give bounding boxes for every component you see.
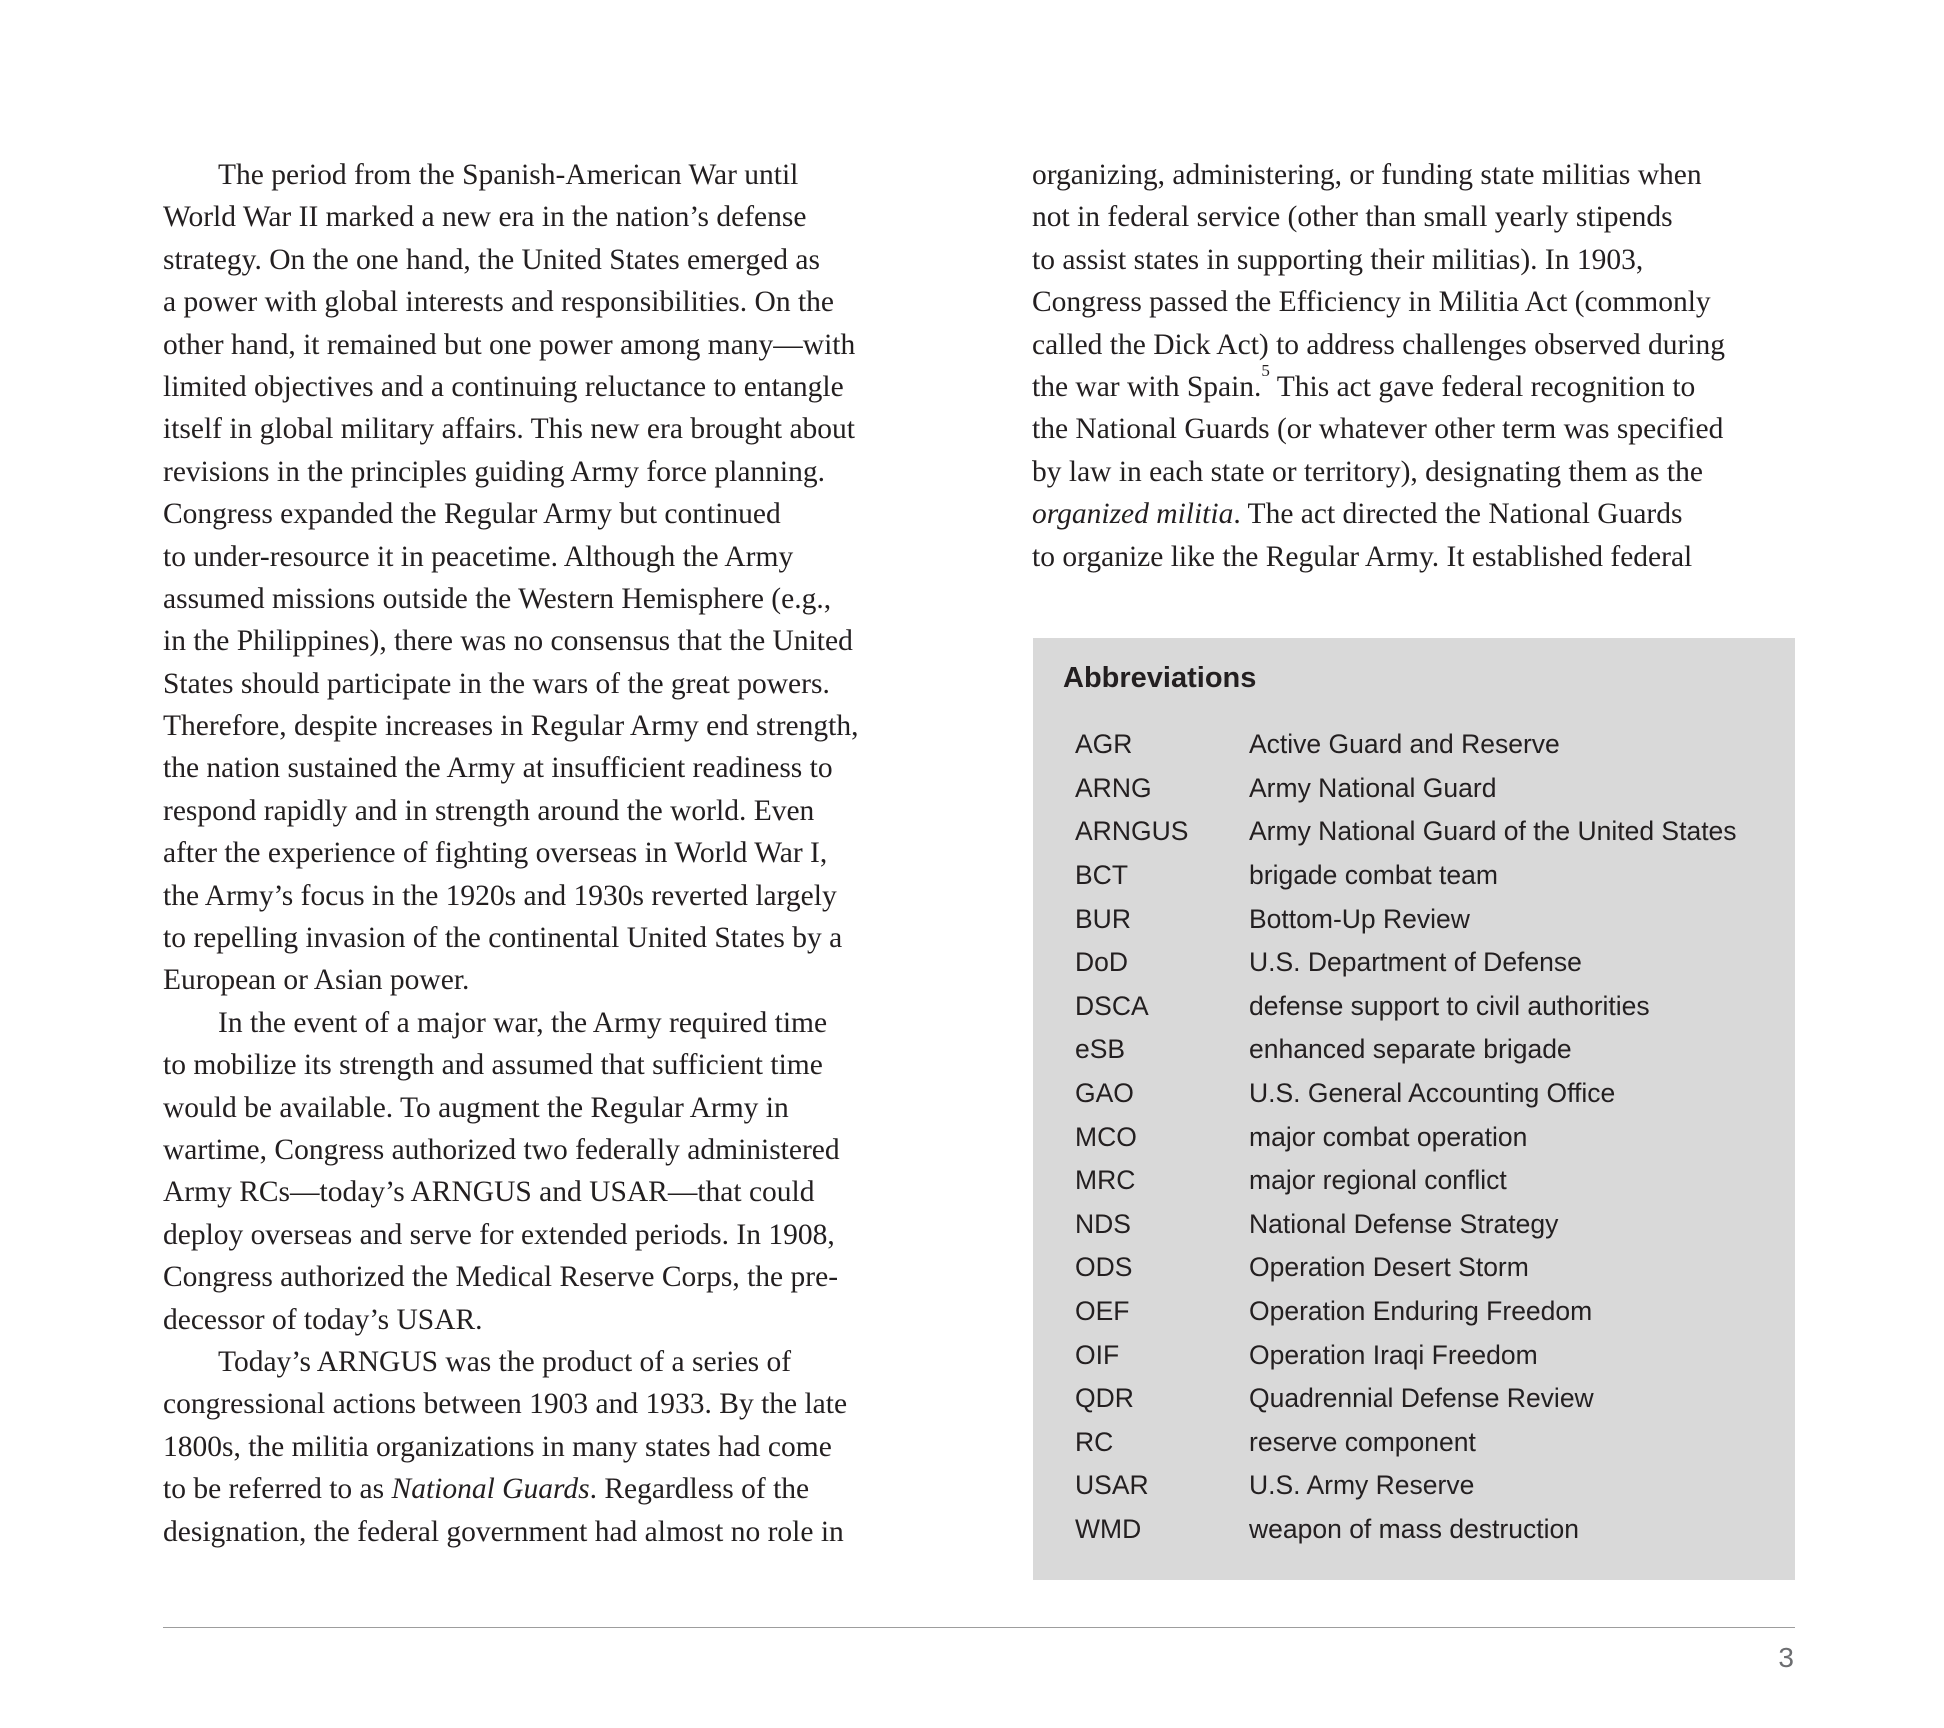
body-text-line: wartime, Congress authorized two federally administered: [163, 1133, 840, 1166]
body-text-line: In the event of a major war, the Army required time: [218, 1006, 828, 1039]
body-text-line: itself in global military affairs. This new era brought about: [163, 413, 855, 446]
body-text-line: organizing, administering, or funding state militias when: [1032, 159, 1702, 191]
abbreviation-row: [1075, 1508, 1737, 1552]
abbreviation-definition: U.S. Department of Defense: [1249, 947, 1582, 978]
abbreviation-row: [1075, 1333, 1737, 1377]
abbreviations-box: [1033, 638, 1795, 1580]
abbreviation-row: [1075, 1115, 1737, 1159]
body-text-line: revisions in the principles guiding Army force planning.: [163, 455, 825, 488]
abbreviation-row: [1075, 1246, 1737, 1290]
abbreviation-row: [1075, 767, 1737, 811]
abbreviation-definition: Operation Enduring Freedom: [1249, 1296, 1593, 1327]
abbreviation-definition: reserve component: [1249, 1426, 1476, 1457]
body-text-line: the National Guards (or whatever other term was specified: [1032, 413, 1724, 446]
abbreviation-definition: Army National Guard of the United States: [1249, 816, 1737, 847]
abbreviation-code: RC: [1075, 1426, 1114, 1457]
left-column: [163, 154, 923, 1553]
abbreviation-row: [1075, 1464, 1737, 1508]
page-number: 3: [1778, 1642, 1794, 1673]
abbreviation-definition: weapon of mass destruction: [1249, 1513, 1579, 1544]
abbreviation-code: BCT: [1075, 860, 1128, 891]
body-text-line: deploy overseas and serve for extended periods. In 1908,: [163, 1218, 835, 1251]
text-run: . The act directed the National Guards: [1233, 498, 1683, 531]
abbreviation-row: [1075, 1203, 1737, 1247]
body-text-line: other hand, it remained but one power among many—with: [163, 328, 856, 361]
italic-term: National Guards: [391, 1473, 590, 1506]
body-text-line: Today’s ARNGUS was the product of a series of: [218, 1345, 792, 1378]
abbreviation-definition: Active Guard and Reserve: [1249, 729, 1560, 760]
abbreviation-row: [1075, 1377, 1737, 1421]
body-text-line: [1032, 360, 1802, 408]
body-text-line: European or Asian power.: [163, 964, 470, 997]
abbreviation-code: AGR: [1075, 729, 1133, 760]
body-text-line: limited objectives and a continuing reluctance to entangle: [163, 370, 844, 403]
abbreviation-definition: major combat operation: [1249, 1121, 1528, 1152]
abbreviation-row: [1075, 941, 1737, 985]
body-text-line: a power with global interests and responsibilities. On the: [163, 286, 834, 319]
abbreviation-row: [1075, 810, 1737, 854]
abbreviation-code: MRC: [1075, 1165, 1136, 1196]
body-text-line: by law in each state or territory), designating them as the: [1032, 455, 1703, 488]
text-run: This act gave federal recognition to: [1269, 370, 1696, 403]
abbreviation-code: ARNGUS: [1075, 816, 1189, 847]
abbreviation-code: MCO: [1075, 1121, 1137, 1152]
abbreviation-definition: enhanced separate brigade: [1249, 1034, 1572, 1065]
body-text-line: [163, 1468, 923, 1510]
abbreviation-definition: defense support to civil authorities: [1249, 990, 1650, 1021]
abbreviation-row: [1075, 985, 1737, 1029]
body-text-line: not in federal service (other than small yearly stipends: [1032, 201, 1673, 234]
body-text-line: congressional actions between 1903 and 1933. By the late: [163, 1388, 848, 1421]
abbreviation-definition: Operation Iraqi Freedom: [1249, 1339, 1538, 1370]
abbreviations-title: Abbreviations: [1063, 662, 1257, 694]
abbreviation-code: GAO: [1075, 1078, 1134, 1109]
body-text-line: Congress expanded the Regular Army but continued: [163, 498, 781, 531]
abbreviation-code: eSB: [1075, 1034, 1126, 1065]
abbreviations-list: [1075, 723, 1737, 1551]
footer-divider: [163, 1627, 1795, 1628]
abbreviation-code: DSCA: [1075, 990, 1149, 1021]
abbreviation-code: QDR: [1075, 1383, 1134, 1414]
body-text-line: to mobilize its strength and assumed that sufficient time: [163, 1049, 823, 1082]
abbreviation-definition: U.S. Army Reserve: [1249, 1470, 1475, 1501]
body-text-line: Congress passed the Efficiency in Militia Act (commonly: [1032, 286, 1711, 319]
abbreviation-definition: Army National Guard: [1249, 772, 1497, 803]
text-run: . Regardless of the: [589, 1473, 810, 1506]
text-run: to be referred to as: [163, 1473, 392, 1506]
abbreviation-code: ODS: [1075, 1252, 1133, 1283]
body-text-line: decessor of today’s USAR.: [163, 1303, 483, 1336]
body-text-line: called the Dick Act) to address challenges observed during: [1032, 328, 1726, 361]
abbreviation-code: BUR: [1075, 903, 1131, 934]
abbreviation-code: WMD: [1075, 1513, 1142, 1544]
abbreviation-code: DoD: [1075, 947, 1129, 978]
body-text-line: World War II marked a new era in the nation’s defense: [163, 201, 807, 234]
abbreviation-row: [1075, 897, 1737, 941]
abbreviation-code: OEF: [1075, 1296, 1130, 1327]
body-text-line: [1032, 493, 1802, 535]
body-text-line: to under-resource it in peacetime. Although the Army: [163, 540, 794, 573]
body-text-line: the Army’s focus in the 1920s and 1930s reverted largely: [163, 879, 837, 912]
abbreviation-row: [1075, 1290, 1737, 1334]
abbreviation-code: USAR: [1075, 1470, 1149, 1501]
text-run: the war with Spain.: [1032, 370, 1262, 403]
body-text-line: Therefore, despite increases in Regular Army end strength,: [163, 710, 859, 743]
body-text-line: after the experience of fighting overseas in World War I,: [163, 837, 828, 870]
abbreviation-code: ARNG: [1075, 772, 1152, 803]
italic-term: organized militia: [1032, 498, 1234, 531]
body-text-line: The period from the Spanish-American War until: [218, 159, 799, 191]
body-text-line: Congress authorized the Medical Reserve Corps, the pre-: [163, 1261, 839, 1294]
abbreviation-definition: major regional conflict: [1249, 1165, 1507, 1196]
body-text-line: in the Philippines), there was no consensus that the United: [163, 625, 853, 658]
abbreviation-code: NDS: [1075, 1208, 1131, 1239]
body-text-line: respond rapidly and in strength around the world. Even: [163, 794, 815, 827]
body-text-line: the nation sustained the Army at insufficient readiness to: [163, 752, 833, 785]
abbreviation-definition: U.S. General Accounting Office: [1249, 1078, 1616, 1109]
abbreviation-definition: brigade combat team: [1249, 860, 1498, 891]
abbreviation-row: [1075, 854, 1737, 898]
abbreviation-definition: National Defense Strategy: [1249, 1208, 1559, 1239]
body-text-line: designation, the federal government had almost no role in: [163, 1515, 844, 1548]
body-text-line: States should participate in the wars of the great powers.: [163, 667, 830, 700]
body-text-line: would be available. To augment the Regular Army in: [163, 1091, 789, 1124]
abbreviation-row: [1075, 1028, 1737, 1072]
abbreviation-definition: Operation Desert Storm: [1249, 1252, 1529, 1283]
body-text-line: Army RCs—today’s ARNGUS and USAR—that could: [163, 1176, 815, 1209]
body-text-line: to repelling invasion of the continental United States by a: [163, 922, 843, 955]
right-column: [1032, 154, 1802, 578]
body-text-line: 1800s, the militia organizations in many states had come: [163, 1430, 832, 1463]
abbreviation-row: [1075, 723, 1737, 767]
abbreviation-row: [1075, 1159, 1737, 1203]
abbreviation-code: OIF: [1075, 1339, 1120, 1370]
abbreviation-definition: Bottom-Up Review: [1249, 903, 1470, 934]
abbreviation-row: [1075, 1421, 1737, 1465]
footnote-reference[interactable]: 5: [1261, 360, 1270, 380]
body-text-line: strategy. On the one hand, the United States emerged as: [163, 243, 821, 276]
abbreviation-row: [1075, 1072, 1737, 1116]
body-text-line: to organize like the Regular Army. It established federal: [1032, 540, 1693, 573]
abbreviation-definition: Quadrennial Defense Review: [1249, 1383, 1594, 1414]
body-text-line: assumed missions outside the Western Hemisphere (e.g.,: [163, 582, 832, 615]
body-text-line: to assist states in supporting their militias). In 1903,: [1032, 243, 1644, 276]
